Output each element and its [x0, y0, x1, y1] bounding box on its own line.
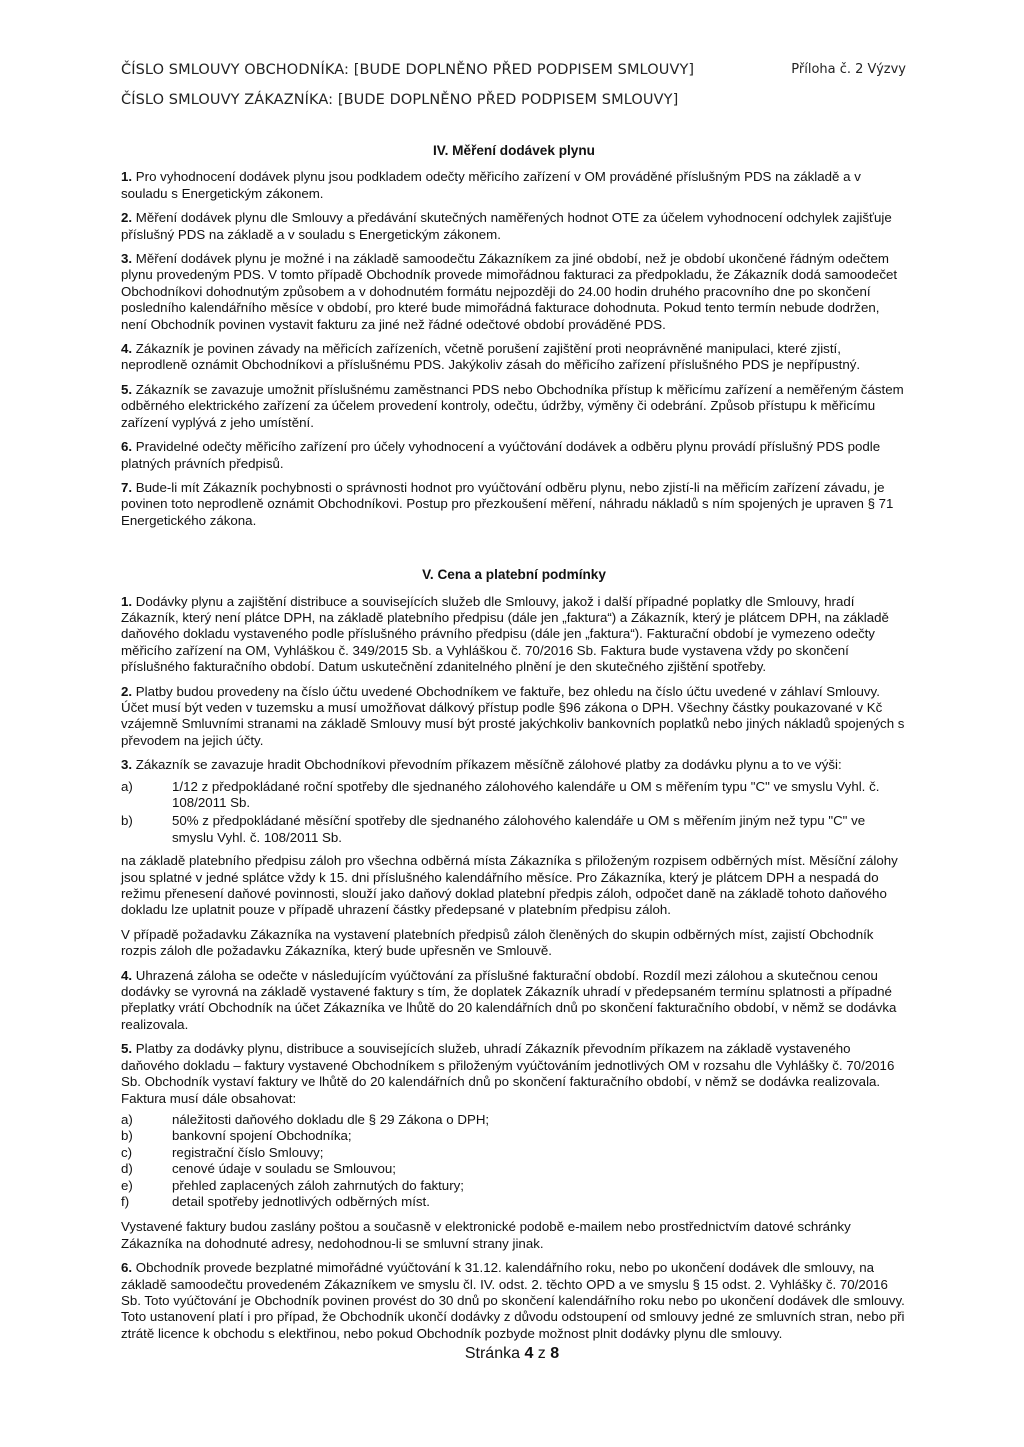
paragraph-iv-4: 4. Zákazník je povinen závady na měřicích zařízeních, včetně porušení zajištění proti neoprávněné manipulaci, které zjistí, neprodleně oznámit Obchodníkovi a příslušnému PDS. Jakýkoliv zásah do měřicího zařízení příslušného PDS je nepřípustný. — [121, 341, 861, 373]
paragraph-iv-6: 6. Pravidelné odečty měřicího zařízení pro účely vyhodnocení a vyúčtování dodávek a odběru plynu provádí příslušný PDS podle platných právních předpisů. — [121, 439, 881, 471]
page-number: Stránka 4 z 8 — [464, 1345, 560, 1362]
paragraph-v-5: 5. Platby za dodávky plynu, distribuce a souvisejících služeb, uhradí Zákazník převodním příkazem na základě vystaveného daňového dokladu – faktury vystavené Obchodníkem s přiloženým vyúčtováním jednotlivých OM v rozsahu dle Vyhlášky č. 70/2016 Sb. Obchodník vystaví faktury ve lhůtě do 20 kalendářních dnů po skončení fakturačního období, v němž se dodávka realizovala. Faktura musí dále obsahovat: — [121, 1041, 895, 1106]
invoice-contents-list — [121, 1112, 907, 1210]
annex-label: Příloha č. 2 Výzvy — [791, 62, 906, 77]
paragraph-iv-3: 3. Měření dodávek plynu je možné i na základě samoodečtu Zákazníkem za jiné období, než je období ukončené řádným odečtem plynu provedeným PDS. V tomto případě Obchodník provede mimořádnou fakturaci za předpokladu, že Zákazník dodá samoodečet Obchodníkovi dohodnutým způsobem a v dohodnutém formátu nejpozději do 24.00 hodin druhého pracovního dne po skončení posledního kalendářního měsíce v období, pro které bude mimořádná fakturace dohodnuta. Pokud tento termín nebude dodržen, není Obchodník povinen vystavit fakturu za jiné než řádné odečtové období prováděné PDS. — [121, 251, 898, 332]
section-title-iv: IV. Měření dodávek plynu — [433, 143, 595, 158]
paragraph-v-4: 4. Uhrazená záloha se odečte v následujícím vyúčtování za příslušné fakturační období. Rozdíl mezi zálohou a skutečnou cenou dodávky se vyrovná na základě vystavené faktury s tím, že doplatek Zákazník uhradí v předepsaném termínu splatnosti a případné přeplatky vrátí Obchodník na účet Zákazníka ve lhůtě do 20 kalendářních dnů po skončení fakturačního období, v němž se dodávka realizovala. — [121, 967, 897, 1032]
paragraph-v-1: 1. Dodávky plynu a zajištění distribuce a souvisejících služeb dle Smlouvy, jakož i další případné poplatky dle Smlouvy, hradí Zákazník, který není plátce DPH, na základě platebního předpisu (dále jen „faktura“) a Zákazník, který je plátcem DPH, na základě daňového dokladu vystaveného podle příslušného právního předpisu (dále jen „faktura“). Fakturační období je vymezeno odečty měřicího zařízení na OM, Vyhláškou č. 349/2015 Sb. a Vyhláškou č. 70/2016 Sb. Faktura bude vystavena vždy po skončení příslušného fakturačního období. Datum uskutečnění zdanitelného plnění je den skutečného zjištění spotřeby. — [121, 593, 889, 675]
contract-number-trader: ČÍSLO SMLOUVY OBCHODNÍKA: [BUDE DOPLNĚNO PŘED PODPISEM SMLOUVY] — [121, 62, 695, 78]
list-item: d) cenové údaje v souladu se Smlouvou; — [121, 1161, 396, 1177]
paragraph-iv-1: 1. Pro vyhodnocení dodávek plynu jsou podkladem odečty měřicího zařízení v OM prováděné příslušným PDS na základě a v souladu s Energetickým zákonem. — [121, 169, 861, 201]
paragraph-iv-5: 5. Zákazník se zavazuje umožnit příslušnému zaměstnanci PDS nebo Obchodníka přístup k měřicímu zařízení a neměřeným částem odběrného elektrického zařízení za účelem provedení kontroly, odečtu, údržby, výměny či odebrání. Způsob přístupu k měřicímu zařízení vyplývá z jeho umístění. — [121, 381, 904, 430]
section-title-v: V. Cena a platební podmínky — [422, 567, 606, 583]
list-item: a) 1/12 z předpokládané roční spotřeby dle sjednaného zálohového kalendáře u OM s měřením typu "C" ve smyslu Vyhl. č. 108/2011 Sb. — [121, 778, 880, 810]
paragraph-v-3-continued: na základě platebního předpisu záloh pro všechna odběrná místa Zákazníka s přiloženým rozpisem odběrných míst. Měsíční zálohy jsou splatné v jedné splátce vždy k 15. dni příslušného kalendářního měsíce. Pro Zákazníka, který je plátcem DPH a nespadá do režimu přenesení daňové povinnosti, slouží jako daňový doklad platební předpis záloh, odpočet daně na základě tohoto daňového dokladu lze uplatnit pouze v případě uhrazení částky předepsané v platebním předpisu záloh. — [121, 853, 898, 918]
list-item: f) detail spotřeby jednotlivých odběrných míst. — [121, 1193, 430, 1209]
document-body — [121, 143, 907, 1350]
list-item: a) náležitosti daňového dokladu dle § 29 Zákona o DPH; — [121, 1111, 490, 1127]
paragraph-iv-2: 2. Měření dodávek plynu dle Smlouvy a předávání skutečných naměřených hodnot OTE za účelem vyhodnocení odchylek zajišťuje příslušný PDS na základě a v souladu s Energetickým zákonem. — [121, 210, 892, 242]
paragraph-iv-7: 7. Bude-li mít Zákazník pochybnosti o správnosti hodnot pro vyúčtování odběru plynu, nebo zjistí-li na měřicím zařízení závadu, je povinen toto neprodleně oznámit Obchodníkovi. Postup pro přezkoušení měření, náhradu nákladů s ním spojených je upraven § 71 Energetického zákona. — [121, 479, 894, 528]
list-item: e) přehled zaplacených záloh zahrnutých do faktury; — [121, 1177, 464, 1193]
list-item: b) bankovní spojení Obchodníka; — [121, 1128, 352, 1144]
contract-number-customer: ČÍSLO SMLOUVY ZÁKAZNÍKA: [BUDE DOPLNĚNO PŘED PODPISEM SMLOUVY] — [121, 92, 679, 108]
list-item: b) 50% z předpokládané měsíční spotřeby dle sjednaného zálohového kalendáře u OM s měřením jiným než typu "C" ve smyslu Vyhl. č. 108/2011 Sb. — [121, 813, 866, 845]
paragraph-v-2: 2. Platby budou provedeny na číslo účtu uvedené Obchodníkem ve faktuře, bez ohledu na číslo účtu uvedené v záhlaví Smlouvy. Účet musí být veden v tuzemsku a musí umožňovat dálkový přístup podle §96 zákona o DPH. Všechny částky poukazované v Kč vzájemně Smluvními stranami na základě Smlouvy musí být prosté jakýchkoliv bankovních poplatků nebo jiných nákladů spojených s převodem na jejich účty. — [121, 683, 905, 748]
paragraph-v-3: 3. Zákazník se zavazuje hradit Obchodníkovi převodním příkazem měsíčně zálohové platby za dodávku plynu a to ve výši: — [121, 757, 842, 773]
paragraph-v-5-delivery: Vystavené faktury budou zaslány poštou a současně v elektronické podobě e-mailem nebo prostřednictvím datové schránky Zákazníka na dohodnuté adresy, nedohodnou-li se smluvní strany jinak. — [121, 1219, 851, 1251]
list-item: c) registrační číslo Smlouvy; — [121, 1144, 324, 1160]
advance-list — [121, 779, 907, 847]
paragraph-v-3-groups: V případě požadavku Zákazníka na vystavení platebních předpisů záloh členěných do skupin odběrných míst, zajistí Obchodník rozpis záloh dle požadavku Zákazníka, který bude upřesněn ve Smlouvě. — [121, 926, 874, 959]
paragraph-v-6: 6. Obchodník provede bezplatné mimořádné vyúčtování k 31.12. kalendářního roku, nebo po ukončení dodávek dle smlouvy, na základě samoodečtu provedeném Zákazníkem ve smyslu čl. IV. odst. 2. těchto OPD a ve smyslu § 15 odst. 2. Vyhlášky č. 70/2016 Sb. Toto vyúčtování je Obchodník povinen provést do 30 dnů po skončení kalendářního roku nebo po ukončení dodávek dle smlouvy. Toto ustanovení platí i pro případ, že Obchodník ukončí dodávky z důvodu odstoupení od smlouvy jedné ze smluvních stran, nebo při ztrátě licence k obchodu s elektřinou, nebo pokud Obchodník pozbyde možnost plnit dodávky plynu dle smlouvy. — [121, 1260, 905, 1341]
